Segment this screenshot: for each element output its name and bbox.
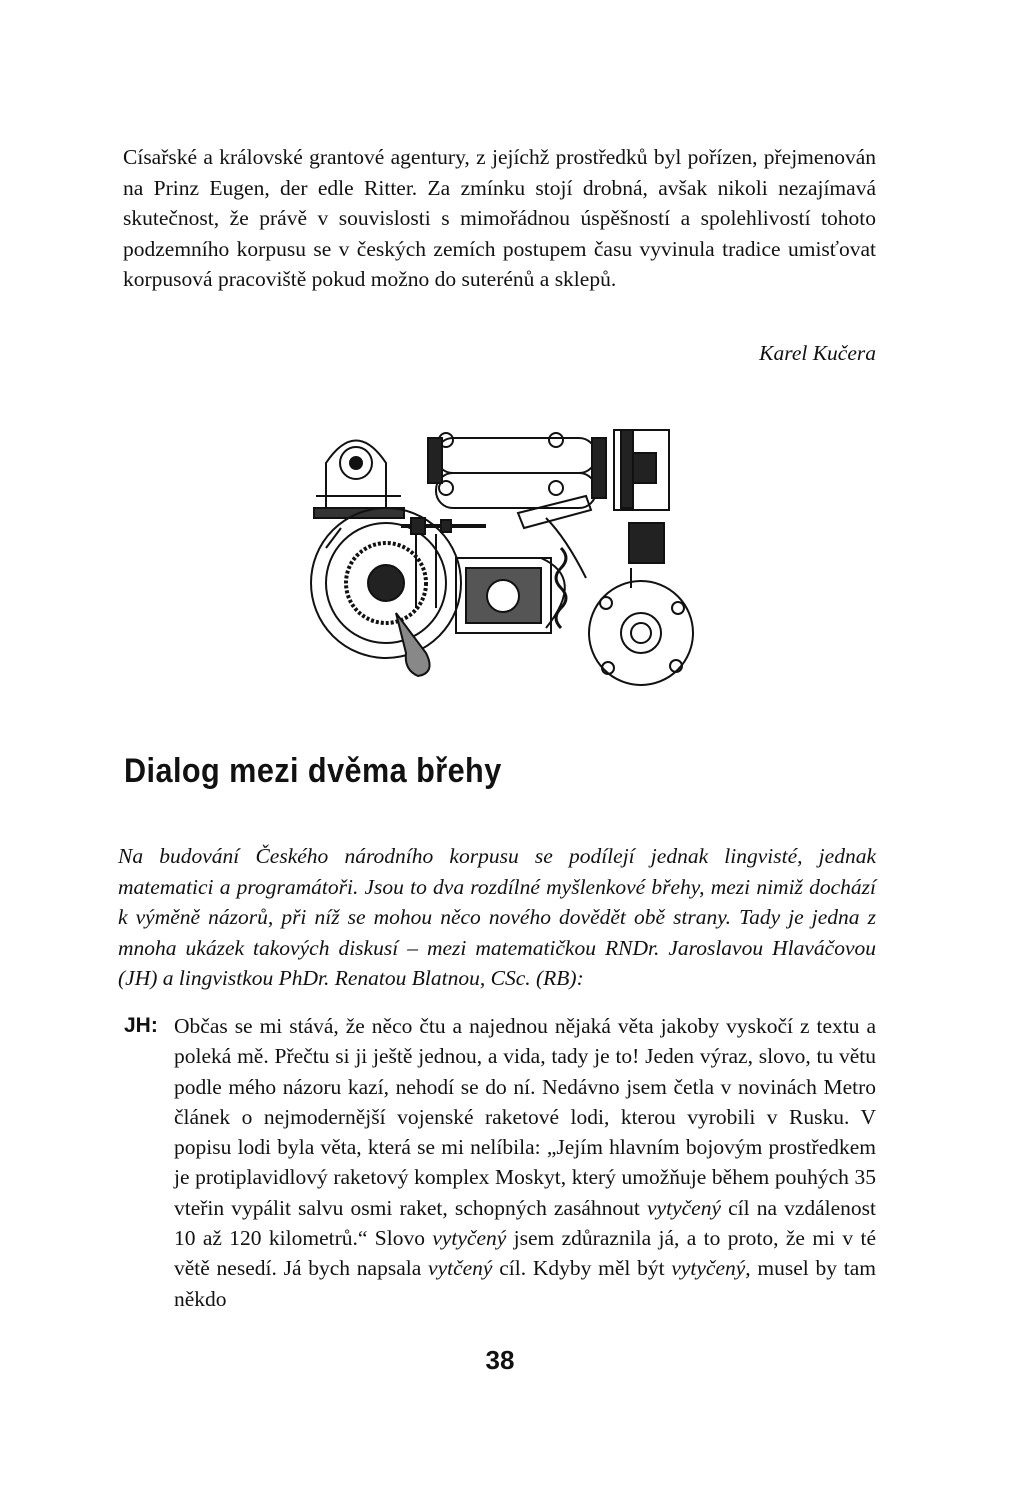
speaker-label: JH: — [124, 1014, 158, 1037]
dialog-entry — [124, 1011, 876, 1314]
dialog-text-part: musel by tam někdo — [174, 1256, 877, 1311]
emphasized-word: vytyčený, — [671, 1256, 751, 1281]
machine-parts-illustration — [286, 408, 706, 708]
section-heading: Dialog mezi dvěma břehy — [124, 752, 502, 790]
dialog-text-part: cíl na vzdálenost 10 až 120 kilometrů.“ Slovo — [174, 1195, 877, 1251]
intro-paragraph: Císařské a královské grantové agentury, z jejíchž prostředků byl pořízen, přejmenován na Prinz Eugen, der edle Ritter. Za zmínku stojí drobná, avšak nikoli nezajímavá skutečnost, že právě v souvislosti s mimořádnou úspěšností a spolehlivostí tohoto podzemního korpusu se v českých zemích postupem času vyvinula tradice umisťovat korpusová pracoviště pokud možno do suterénů a sklepů. — [123, 145, 876, 292]
emphasized-word: vytčený — [428, 1256, 493, 1281]
dialog-text-part: jsem zdůraznila já, a to proto, že mi v té větě nesedí. Já bych napsala — [174, 1226, 876, 1281]
page-number: 38 — [485, 1345, 515, 1375]
emphasized-word: vytyčený — [432, 1226, 507, 1251]
dialog-text — [174, 1011, 876, 1314]
dialog-text-part: cíl. Kdyby měl být — [499, 1256, 665, 1281]
emphasized-word: vytyčený — [647, 1195, 721, 1220]
lead-paragraph: Na budování Českého národního korpusu se podílejí jednak lingvisté, jednak matematici a programátoři. Jsou to dva rozdílné myšlenkové břehy, mezi nimiž dochází k výměně názorů, při níž se mohou něco nového dovědět obě strany. Tady je jedna z mnoha ukázek takových diskusí – mezi matematičkou RNDr. Jaroslavou Hlaváčovou (JH) a lingvistkou PhDr. Renatou Blatnou, CSc. (RB): — [118, 844, 876, 990]
dialog-text-part: Občas se mi stává, že něco čtu a najednou nějaká věta jakoby vyskočí z textu a poleká mě. Přečtu si ji ještě jednou, a vida, tady je to! Jeden výraz, slovo, tu větu podle mého názoru kazí, nehodí se do ní. Nedávno jsem četla v novinách Metro článek o nejmodernější vojenské raketové lodi, kterou vyrobili v Rusku. V popisu lodi byla věta, která se mi nelíbila: „Jejím hlavním bojovým prostředkem je protiplavidlový raketový komplex Moskyt, který umožňuje během pouhých 35 vteřin vypálit salvu osmi raket, schopných zasáhnout — [174, 1014, 876, 1220]
author-signature: Karel Kučera — [759, 341, 876, 365]
